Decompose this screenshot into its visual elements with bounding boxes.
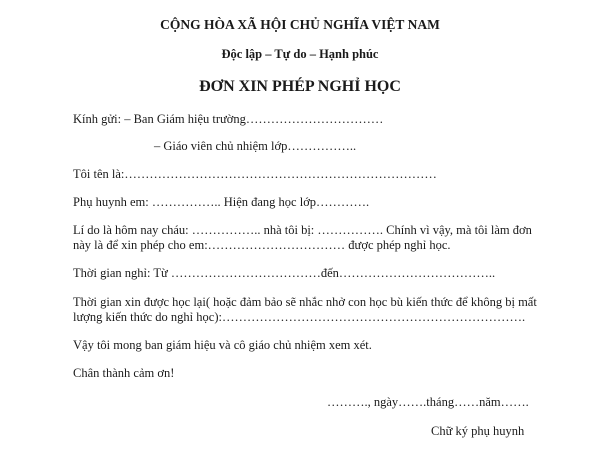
leave-time-line: Thời gian nghỉ: Từ ………………………………đến……………………………….. — [73, 266, 496, 280]
reason-line-2: này là để xin phép cho em:…………………………… được phép nghỉ học. — [73, 238, 451, 252]
motto: Độc lập – Tự do – Hạnh phúc — [221, 47, 379, 61]
student-name-line: Tôi tên là:………………………………………………………………… — [73, 167, 437, 181]
reason-line-1: Lí do là hôm nay cháu: …………….. nhà tôi bị: ……………. Chính vì vậy, mà tôi làm đơn — [73, 223, 532, 237]
form-title: ĐƠN XIN PHÉP NGHỈ HỌC — [199, 78, 401, 95]
parent-line: Phụ huynh em: …………….. Hiện đang học lớp…………. — [73, 195, 370, 209]
date-line: ………., ngày…….tháng……năm……. — [327, 395, 529, 409]
return-line-1: Thời gian xin được học lại( hoặc đảm bảo sẽ nhắc nhở con học bù kiến thức để không bị mất — [73, 295, 537, 309]
return-line-2: lượng kiến thức do nghỉ học):………………………………………………………………. — [73, 310, 526, 324]
nation-header: CỘNG HÒA XÃ HỘI CHỦ NGHĨA VIỆT NAM — [160, 17, 440, 32]
request-line: Vậy tôi mong ban giám hiệu và cô giáo chủ nhiệm xem xét. — [73, 338, 372, 352]
signature-label: Chữ ký phụ huynh — [431, 424, 525, 438]
recipient-line-1: Kính gửi: – Ban Giám hiệu trường…………………………… — [73, 112, 384, 126]
recipient-line-2: – Giáo viên chủ nhiệm lớp…………….. — [154, 139, 357, 153]
thanks-line: Chân thành cảm ơn! — [73, 366, 175, 380]
